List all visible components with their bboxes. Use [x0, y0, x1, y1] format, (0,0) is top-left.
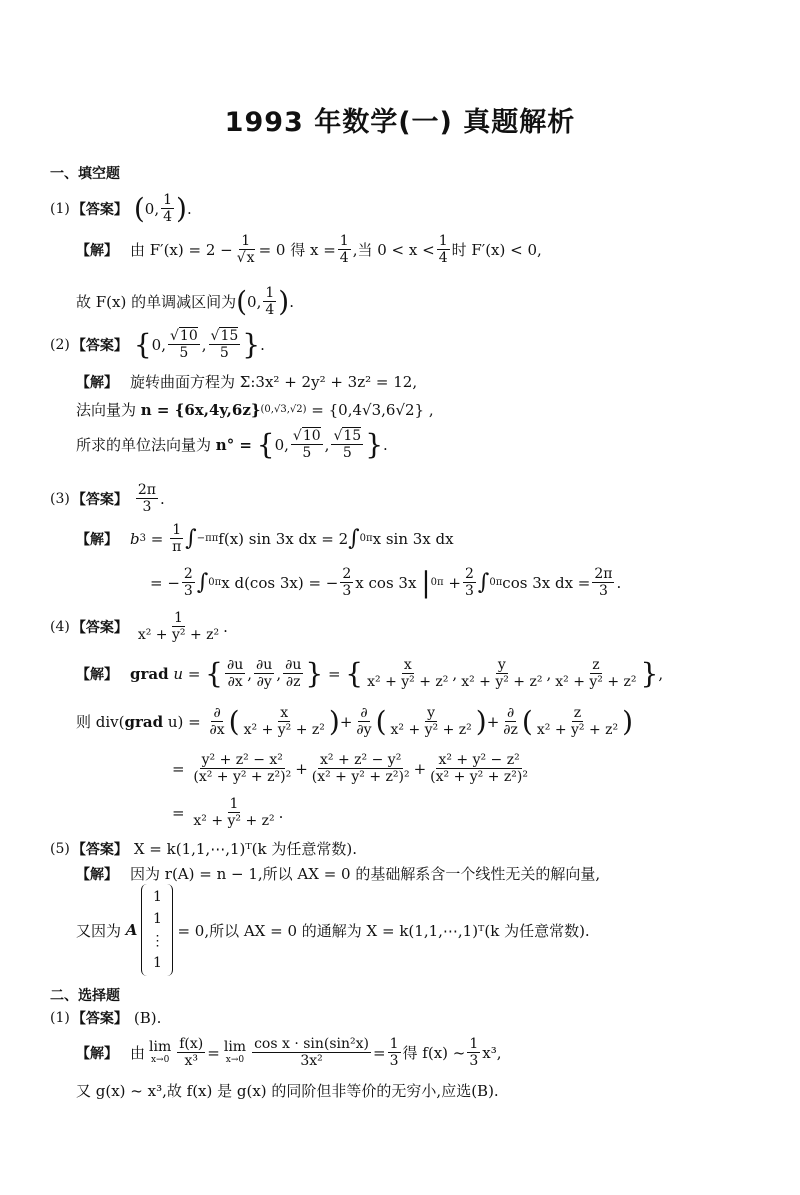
- q4-solution-line3: = $\frac{\text{y² + z² − x²}}{\text{(x² + y² + z²)²}}$ + $\frac{\text{x² + z² − y²}}{\text{(x² + y² + z²)²}}$ + $\frac{\text{x² + y² − z²}}{\text{(x² + y² + z²)²}}$: [172, 752, 528, 786]
- section-heading-multiple-choice: 二、选择题: [50, 988, 120, 1004]
- q2-solution-line1: 【解】 旋转曲面方程为 Σ:3x² + 2y² + 3z² = 12,: [76, 373, 418, 391]
- q5-solution-line2: 又因为 A 1 1 ⋮ 1 = 0,所以 AX = 0 的通解为 X = k(1,1,⋯,1)ᵀ(k 为任意常数).: [76, 884, 590, 976]
- q3-solution-line1: 【解】 b 3 = $\frac{1}{\pi}$ ∫ −π π f(x) sin 3x dx = 2 ∫ 0 π x sin 3x dx: [76, 522, 454, 556]
- q4-solution-line4: = $\frac{1}{\text{x² + y² + z²}}$ .: [172, 796, 284, 830]
- q5-solution-line1: 【解】 因为 r(A) = n − 1,所以 AX = 0 的基础解系含一个线性无关的解向量,: [76, 865, 601, 883]
- q1-solution-line1: 【解】 由 F′(x) = 2 − $\frac{1}{√x}$ = 0 得 x = $\frac{1}{4}$ ,当 0 < x < $\frac{1}{4}$ 时 F′(x) < 0,: [76, 233, 542, 267]
- q1-answer-line: (1) 【答案】 ( 0, $\frac{1}{4}$ ) .: [50, 191, 192, 226]
- q4-answer-line: (4) 【答案】 $\frac{1}{\text{x² + y² + z²}}$ .: [50, 610, 228, 644]
- q4-solution-line2: 则 div( grad u) = $\frac{\partial}{\partial x}$ ( $\frac{x}{\text{x² + y² + z²}}$ ) + $\frac{\partial}{\partial y}$ ( $\frac{y}{\text{x² + y² + z²}}$ ) + $\frac{\partial}{\partial z}$ ( $\frac{z}{\text{x² + y² + z²}}$ ): [76, 704, 634, 739]
- column-vector: 1 1 ⋮ 1: [141, 884, 173, 976]
- page-title: 1993 年数学(一) 真题解析: [224, 107, 576, 138]
- q2-solution-line3: 所求的单位法向量为 n° = { 0, $\frac{√10}{5}$ , $\frac{√15}{5}$ } .: [76, 427, 388, 462]
- q2-answer-line: (2) 【答案】 { 0, $\frac{√10}{5}$ , $\frac{√15}{5}$ } .: [50, 327, 265, 362]
- q3-solution-line2: = − $\frac{2}{3}$ ∫ 0 π x d(cos 3x) = − $\frac{2}{3}$ x cos 3x | 0 π + $\frac{2}{3}$ ∫ 0 π cos 3x dx = $\frac{2\pi}{3}$ .: [150, 566, 622, 600]
- q2-solution-line2: 法向量为 n = {6x,4y,6z} (0,√3,√2) = {0,4√3,6√2} ,: [76, 400, 434, 419]
- s2q1-solution-line1: 【解】 由 lim x→0 $\frac{f(x)}{\text{x³}}$ = lim x→0 $\frac{\text{cos x · sin(sin²x)}}{\text{3x²}}$ = $\frac{1}{3}$ 得 f(x) ~ $\frac{1}{3}$ x³,: [76, 1036, 502, 1070]
- s2q1-solution-line2: 又 g(x) ~ x³,故 f(x) 是 g(x) 的同阶但非等价的无穷小,应选(B).: [76, 1082, 499, 1100]
- s2q1-answer-line: (1) 【答案】 (B).: [50, 1009, 162, 1027]
- section-heading-fill-blank: 一、填空题: [50, 166, 120, 182]
- q3-answer-line: (3) 【答案】 $\frac{2\pi}{3}$ .: [50, 482, 165, 516]
- q5-answer-line: (5) 【答案】 X = k(1,1,⋯,1)ᵀ(k 为任意常数).: [50, 840, 357, 858]
- q1-solution-line2: 故 F(x) 的单调减区间为 ( 0, $\frac{1}{4}$ ) .: [76, 284, 294, 319]
- q4-solution-line1: 【解】 grad u = { $\frac{\partial u}{\partial x}$ , $\frac{\partial u}{\partial y}$ , $\frac{\partial u}{\partial z}$ } = { $\frac{x}{\text{x² + y² + z²}}$ , $\frac{y}{\text{x² + y² + z²}}$ , $\frac{z}{\text{x² + y² + z²}}$ } ,: [76, 656, 664, 691]
